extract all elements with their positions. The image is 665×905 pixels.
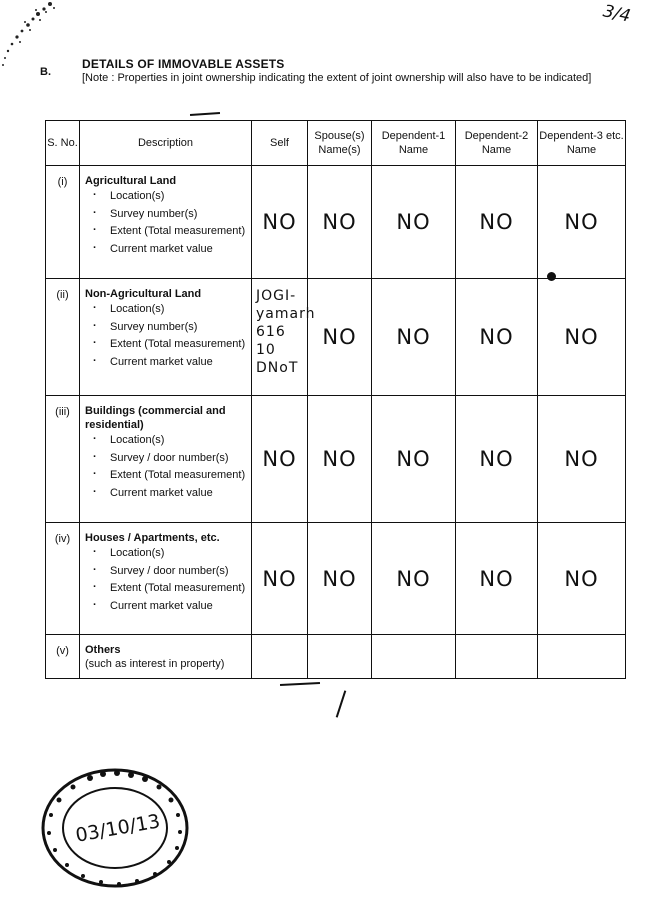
immovable-assets-table — [45, 120, 626, 679]
list-item: · Survey number(s) — [93, 321, 247, 335]
self-line: 616 — [256, 324, 286, 340]
header-spouse: Spouse(s) Name(s) — [308, 121, 372, 166]
header-dependent-2: Dependent-2 Name — [456, 121, 538, 166]
category-title: Agricultural Land — [85, 175, 177, 187]
table-row — [46, 396, 626, 523]
list-item: · Extent (Total measurement) — [93, 225, 247, 239]
pen-mark — [336, 690, 347, 717]
header-dependent-3: Dependent-3 etc. Name — [538, 121, 626, 166]
dependent-3-value: NO — [538, 396, 626, 523]
self-value: NO — [252, 396, 308, 523]
header-dependent-1: Dependent-1 Name — [372, 121, 456, 166]
dependent-2-value — [456, 635, 538, 679]
page-number: 3/4 — [601, 1, 633, 27]
category-subtitle: (such as interest in property) — [85, 658, 225, 670]
dependent-3-value: NO — [538, 166, 626, 279]
self-value — [252, 279, 316, 396]
dependent-3-value: NO — [538, 523, 626, 635]
header-sno: S. No. — [46, 121, 80, 166]
category-title: Non-Agricultural Land — [85, 288, 202, 300]
header-description: Description — [80, 121, 252, 166]
self-line: 10 — [256, 342, 276, 358]
row-sno: (iv) — [46, 523, 80, 635]
section-letter: B. — [40, 66, 51, 78]
header-self: Self — [252, 121, 308, 166]
category-title: Houses / Apartments, etc. — [85, 532, 220, 544]
dependent-2-value: NO — [456, 166, 538, 279]
self-value: NO — [252, 166, 308, 279]
list-item: · Location(s) — [93, 303, 247, 317]
table-row — [46, 523, 626, 635]
table-row — [46, 279, 626, 396]
row-sno: (v) — [46, 635, 80, 679]
dependent-1-value: NO — [372, 166, 456, 279]
list-item: · Survey / door number(s) — [93, 452, 247, 466]
list-item: · Current market value — [93, 356, 247, 370]
dependent-2-value: NO — [456, 523, 538, 635]
spouse-value: NO — [308, 396, 372, 523]
self-value — [252, 635, 308, 679]
spouse-value: NO — [308, 166, 372, 279]
row-sno: (i) — [46, 166, 80, 279]
row-description — [80, 279, 252, 396]
list-item: · Location(s) — [93, 434, 247, 448]
dependent-1-value: NO — [372, 279, 456, 396]
pen-mark — [280, 682, 320, 686]
row-description — [80, 635, 252, 679]
list-item: · Location(s) — [93, 547, 247, 561]
table-header-row — [46, 121, 626, 166]
self-line: JOGI- — [256, 288, 297, 304]
list-item: · Survey / door number(s) — [93, 565, 247, 579]
list-item: · Location(s) — [93, 190, 247, 204]
self-value: NO — [252, 523, 308, 635]
spouse-value: NO — [308, 279, 372, 396]
list-item: · Extent (Total measurement) — [93, 582, 247, 596]
row-sno: (iii) — [46, 396, 80, 523]
list-item: · Extent (Total measurement) — [93, 469, 247, 483]
official-seal — [35, 760, 195, 890]
dependent-2-value: NO — [456, 396, 538, 523]
section-title: DETAILS OF IMMOVABLE ASSETS — [82, 57, 285, 71]
seal-handwritten-date: 03/10/13 — [73, 810, 162, 847]
table-row — [46, 635, 626, 679]
row-description — [80, 166, 252, 279]
category-title: Buildings (commercial and residential) — [85, 405, 226, 431]
self-line: yamarh — [256, 306, 316, 322]
row-description — [80, 523, 252, 635]
list-item: · Current market value — [93, 243, 247, 257]
section-note: [Note : Properties in joint ownership indicating the extent of joint ownership will also have to be indicated] — [82, 72, 592, 84]
row-description — [80, 396, 252, 523]
self-line: DNoT — [256, 360, 299, 376]
pen-mark — [190, 112, 220, 116]
list-item: · Survey number(s) — [93, 208, 247, 222]
dependent-1-value: NO — [372, 396, 456, 523]
dependent-1-value — [372, 635, 456, 679]
ink-dot — [547, 272, 556, 281]
spouse-value: NO — [308, 523, 372, 635]
dependent-3-value — [538, 635, 626, 679]
scan-speckle — [0, 0, 60, 75]
category-title: Others — [85, 644, 121, 656]
table-row — [46, 166, 626, 279]
dependent-3-value: NO — [538, 279, 626, 396]
list-item: · Extent (Total measurement) — [93, 338, 247, 352]
row-sno: (ii) — [46, 279, 80, 396]
list-item: · Current market value — [93, 600, 247, 614]
dependent-2-value: NO — [456, 279, 538, 396]
spouse-value — [308, 635, 372, 679]
list-item: · Current market value — [93, 487, 247, 501]
dependent-1-value: NO — [372, 523, 456, 635]
